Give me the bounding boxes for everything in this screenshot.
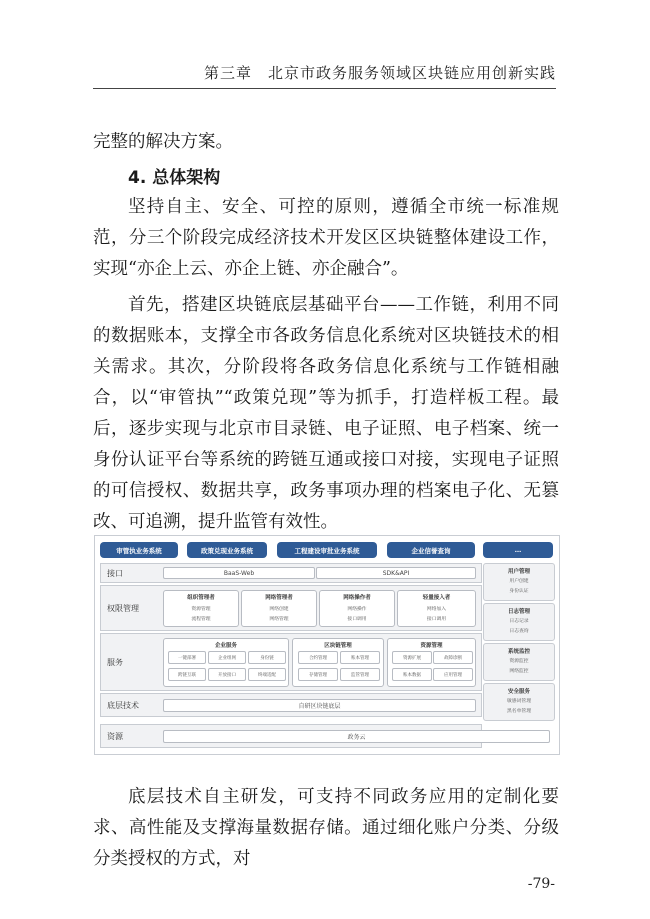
side-title: 日志管理: [507, 609, 530, 615]
service-chip: 账本数据: [392, 668, 432, 681]
page-number: -79-: [527, 876, 555, 892]
perm-group-netop: [319, 590, 395, 627]
perm-group-netmgr: [241, 590, 317, 627]
top-app-3: 工程建设审批业务系统: [277, 542, 377, 558]
permission-label: 权限管理: [107, 603, 139, 613]
paragraph-principles: 坚持自主、安全、可控的原则，遵循全市统一标准规范，分三个阶段完成经济技术开发区区块链整体建设工作，实现“亦企上云、亦企上链、亦企融合”。: [93, 197, 559, 279]
service-chip: 故障诊断: [433, 651, 473, 664]
group-title: 轻量接入者: [422, 595, 451, 601]
top-app-1: 审管执业务系统: [100, 542, 178, 558]
side-user-management: [483, 563, 555, 601]
group-item: 网络操作: [347, 607, 367, 612]
resource-management-group: [387, 638, 476, 687]
service-chip: 存储管理: [298, 668, 338, 681]
baas-web: BaaS-Web: [163, 567, 315, 579]
group-title: 网络管理者: [265, 595, 293, 601]
paragraph-steps: 首先，搭建区块链底层基础平台——工作链，利用不同的数据账本，支撑全市各政务信息化系统对区块链技术的相关需求。其次，分阶段将各政务信息化系统与工作链相融合，以“审管执”“政策兑现”等为抓手，打造样板工程。最后，逐步实现与北京市目录链、电子证照、电子档案、统一身份认证平台等系统的跨链互通或接口对接，实现电子证照的可信授权、数据共享，政务事项办理的档案电子化、无篡改、可追溯，提升监管有效性。: [93, 295, 559, 532]
running-header: 第三章 北京市政务服务领域区块链应用创新实践: [93, 62, 556, 89]
paragraph-base-tech: 底层技术自主研发，可支持不同政务应用的定制化要求、高性能及支撑海量数据存储。通过细化账户分类、分级分类授权的方式，对: [93, 787, 559, 869]
side-item: 黑名单管理: [507, 709, 531, 714]
top-app-more: …: [483, 542, 553, 558]
resources-label: 资源: [107, 731, 123, 741]
side-title: 安全服务: [507, 689, 530, 695]
permission-row: [100, 585, 482, 631]
perm-group-org: [163, 590, 239, 627]
group-title: 组织管理者: [187, 595, 215, 601]
service-chip: 监管管理: [340, 668, 380, 681]
service-chip: 应用管理: [433, 668, 473, 681]
group-title: 网络操作者: [343, 595, 371, 601]
service-chip: 跨链互联: [168, 668, 206, 681]
side-item: 资源监控: [509, 659, 529, 664]
side-security-service: [483, 683, 555, 721]
side-item: 用户创建: [509, 579, 529, 584]
service-chip: 资源扩展: [392, 651, 432, 664]
service-chip: 一键部署: [168, 651, 206, 664]
side-log-management: [483, 603, 555, 641]
side-item: 日志记录: [509, 619, 529, 624]
service-chip: 账本管理: [340, 651, 380, 664]
group-title: 资源管理: [420, 643, 443, 649]
paragraph-continuation: 完整的解决方案。: [93, 132, 233, 152]
service-label: 服务: [107, 657, 123, 667]
group-item: 网络管理: [269, 617, 289, 622]
service-chip: 企业组网: [208, 651, 246, 664]
top-app-2: 政策兑现业务系统: [187, 542, 267, 558]
base-tech-row: [100, 693, 482, 717]
side-item: 敏感词管理: [507, 699, 531, 704]
service-chip: 终端适配: [248, 668, 286, 681]
base-tech-label: 底层技术: [107, 700, 139, 710]
interface-row: [100, 563, 482, 583]
sdk-api: SDK&API: [316, 567, 476, 579]
side-item: 日志查询: [509, 629, 529, 634]
service-chip: 合约管理: [298, 651, 338, 664]
side-item: 网络监控: [509, 669, 529, 674]
group-item: 接口调用: [347, 617, 367, 622]
group-title: 企业服务: [214, 643, 237, 649]
group-item: 网络创建: [269, 607, 289, 612]
side-title: 系统监控: [507, 649, 530, 655]
service-chip: 身份链: [248, 651, 286, 664]
side-item: 身份认证: [509, 589, 529, 594]
group-item: 接口调用: [426, 617, 447, 622]
chain-management-group: [292, 638, 384, 687]
base-tech-item: 自研区块链底层: [163, 699, 476, 712]
enterprise-service-group: [163, 638, 289, 687]
resources-item: 政务云: [163, 730, 550, 743]
group-item: 资源管理: [191, 607, 211, 612]
top-app-4: 企业信誉查询: [387, 542, 475, 558]
service-chip: 开放接口: [208, 668, 246, 681]
group-item: 流程管理: [191, 617, 211, 622]
group-item: 网络加入: [426, 607, 447, 612]
side-system-monitor: [483, 643, 555, 681]
perm-group-light: [397, 590, 476, 627]
side-title: 用户管理: [507, 569, 530, 575]
group-title: 区块链管理: [324, 643, 352, 649]
resources-row: [100, 724, 482, 748]
interface-label: 接口: [107, 568, 123, 578]
service-row: [100, 633, 482, 691]
architecture-diagram: [94, 535, 560, 755]
section-heading: 4. 总体架构: [128, 168, 221, 188]
